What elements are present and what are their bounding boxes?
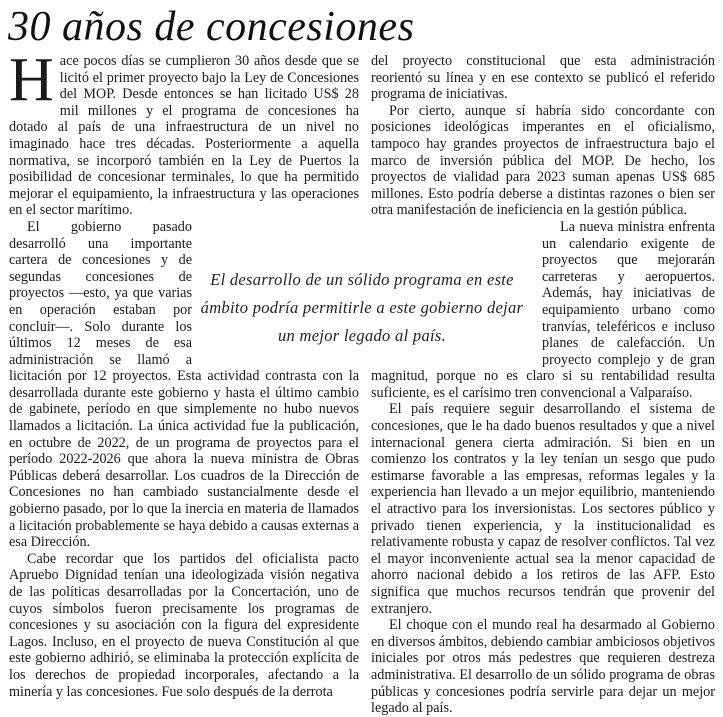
paragraph-3: Cabe recordar que los partidos del oficialista pacto Apruebo Dignidad tenían una ideologizada visión negativa de las políticas desarrolladas por la Concertación, uno de cuyos símbolos fueron precisamente los programas de concesiones y su asociación con la figura del expresidente Lagos. Incluso, en el proyecto de nueva Constitución al que este gobierno adhirió, se eliminaba la protección explícita de los derechos de propiedad incorporales, afectando a la minería y las concesiones. Fue solo después de la derrota bbox=[9, 550, 359, 700]
article-column-right bbox=[371, 53, 715, 717]
paragraph-1 bbox=[9, 46, 359, 219]
article-title: 30 años de concesiones bbox=[8, 4, 415, 50]
drop-cap: H bbox=[9, 46, 54, 114]
paragraph-5: Por cierto, aunque sí habría sido concordante con posiciones ideológicas imperantes en el oficialismo, tampoco hay grandes proyectos de infraestructura bajo el marco de inversión pública del MOP. De hecho, los proyectos de vialidad para 2023 suman apenas US$ 685 millones. Esto podría deberse a distintas razones o bien ser otra manifestación de ineficiencia en la gestión pública. bbox=[371, 102, 715, 219]
pull-quote-text: El desarrollo de un sólido programa en este ámbito podría permitirle a este gobierno dejar un mejor legado al país. bbox=[200, 270, 524, 345]
paragraph-1-text: ace pocos días se cumplieron 30 años desde que se licitó el primer proyecto bajo la Ley de Concesiones del MOP. Desde entonces se han licitado US$ 28 mil millones y el programa de concesiones ha dotado al país de una infraestructura de un nivel no imaginado hace tres décadas. Posteriormente a aquella normativa, se incorporó también en la Ley de Puertos la posibilidad de concesionar terminales, lo que ha permitido mejorar el equipamiento, la infraestructura y las operaciones en el sector marítimo. bbox=[9, 53, 359, 219]
paragraph-4: del proyecto constitucional que esta administración reorientó su línea y en ese contexto se publicó el referido programa de iniciativas. bbox=[371, 53, 715, 103]
article-column-left bbox=[9, 46, 359, 700]
paragraph-8: El choque con el mundo real ha desarmado al Gobierno en diversos ámbitos, debiendo cambiar ambiciosos objetivos iniciales por otros más pedestres que requieren destreza administrativa. El desarrollo de un sólido programa de obras públicas y concesiones podría servirle para dejar un mejor legado al país. bbox=[371, 617, 715, 717]
paragraph-6-text: La nueva ministra enfrenta un calendario exigente de proyectos que mejorarán carreteras y aeropuertos. Además, hay iniciativas de equipamiento urbano como tranvías, teleféricos e incluso planes de calefacción. Un proyecto complejo y de gran magnitud, porque no es claro si su rentabilidad resulta suficiente, es el carísimo tren convencional a Valparaíso. bbox=[371, 218, 715, 401]
pull-quote bbox=[196, 256, 528, 360]
paragraph-7: El país requiere seguir desarrollando el sistema de concesiones, que le ha dado buenos resultados y que a nivel internacional genera cierta admiración. Si bien en un comienzo los contratos y la ley tenían un sesgo que pudo estimarse favorable a las empresas, reformas legales y la experiencia han llevado a un mejor equilibrio, manteniendo el atractivo para los inversionistas. Los sectores público y privado tienen experiencia, y la institucionalidad es relativamente robusta y capaz de resolver conflictos. Tal vez el mayor inconveniente actual sea la menor capacidad de ahorro nacional debido a los retiros de las AFP. Esto significa que muchos recursos tendrán que provenir del extranjero. bbox=[371, 401, 715, 617]
paragraph-2-text: El gobierno pasado desarrolló una importante cartera de concesiones y de segundas concesiones de proyectos —esto, ya que varias en operación estaban por concluir—. Solo durante los últimos 12 meses de esa administración se llamó a licitación por 12 proyectos. Esta actividad contrasta con la desarrollada durante este gobierno y hasta el último cambio de gabinete, período en que simplemente no hubo nuevos llamados a licitación. La única actividad fue la publicación, en octubre de 2022, de un programa de proyectos para el período 2022-2026 que ahora la nueva ministra de Obras Públicas deberá desarrollar. Los cuadros de la Dirección de Concesiones no han cambiado sustancialmente desde el gobierno pasado, por lo que la inercia en materia de llamados a licitación probablemente se haya debido a causas externas a esa Dirección. bbox=[9, 218, 359, 551]
